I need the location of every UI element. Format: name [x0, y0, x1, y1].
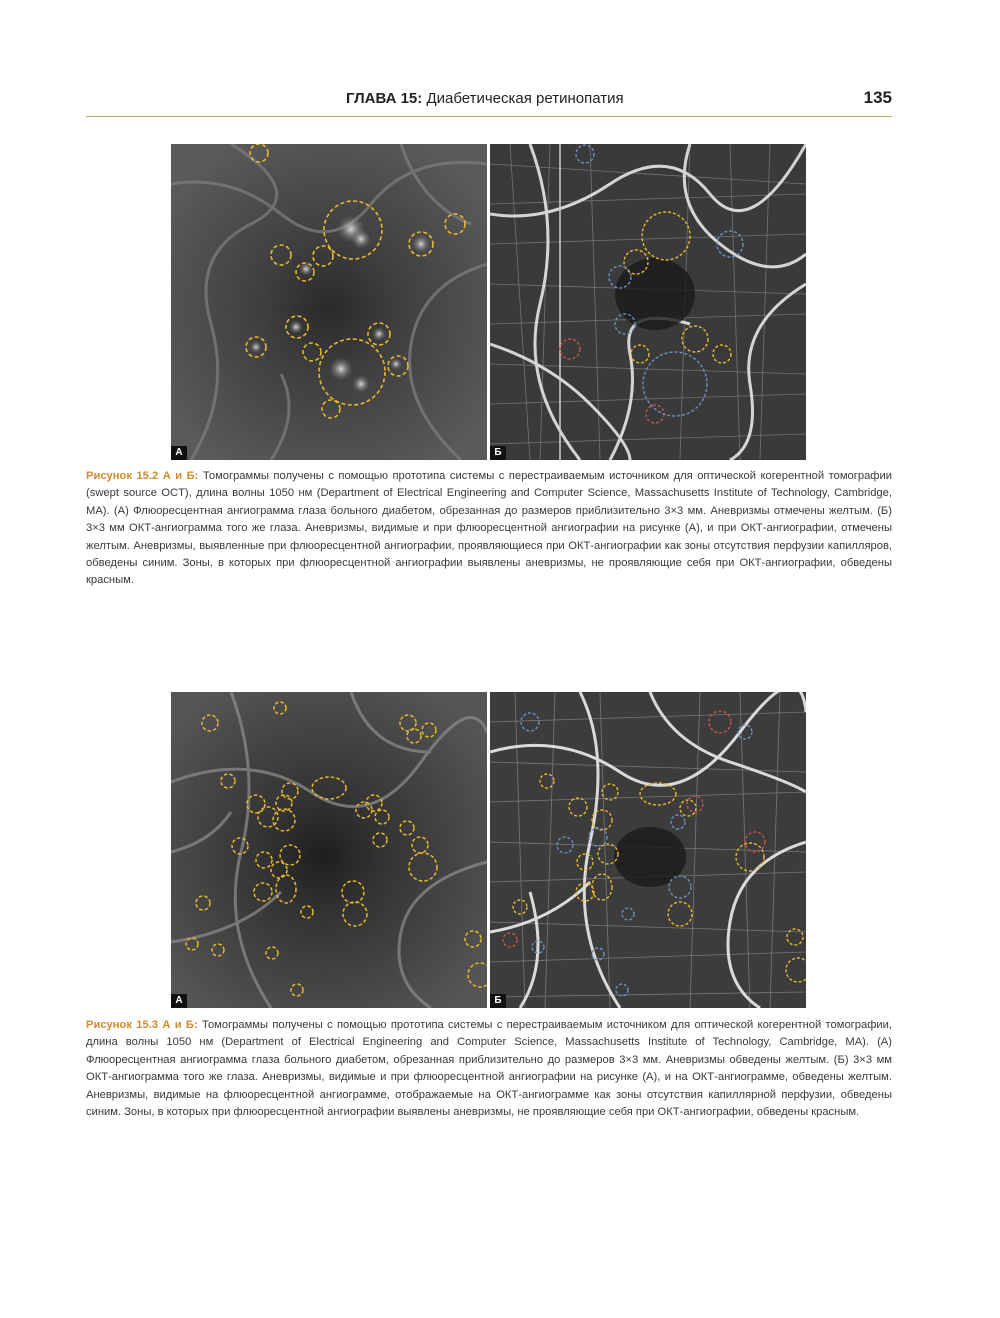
panel-label-a: А: [171, 446, 187, 460]
page-number: 135: [863, 88, 892, 107]
oct-angiogram-image: [490, 692, 806, 1008]
caption-text: Томограммы получены с помощью прототипа системы с перестраиваемым источником для оптической когерентной томографии, длина волны 1050 нм (Department of Electrical Engineering and Computer Science, Massachusetts Institute of Technology, Cambridge, MA). (А) Флюоресцентная ангиограмма глаза больного диабетом, обрезанная приблизительно до размеров 3×3 мм. Аневризмы обведены желтым. (Б) 3×3 мм ОКТ-ангиограмма того же глаза. Аневризмы, видимые и при флюоресцентной ангиографии на рисунке (А), и на ОКТ-ангиограмме, обведены желтым. Аневризмы, видимые на флюоресцентной ангиограмме, отображаемые на ОКТ-ангиограмме как зоны отсутствия капиллярной перфузии, обведены синим. Зоны, в которых при флюоресцентной ангиографии выявлены аневризмы, не проявляющие себя при ОКТ-ангиографии, обведены красным.: [86, 1019, 893, 1119]
fluorescein-angiogram-image: [171, 692, 487, 1008]
caption-text: Томограммы получены с помощью прототипа системы с перестраиваемым источником для оптической когерентной томографии (swept source OCT), длина волны 1050 нм (Department of Electrical Engineering and Computer Science, Massachusetts Institute of Technology, Cambridge, MA). (А) Флюоресцентная ангиограмма глаза больного диабетом, обрезанная до размеров приблизительно 3×3 мм. Аневризмы отмечены желтым. (Б) 3×3 мм ОКТ-ангиограмма того же глаза. Аневризмы, видимые и при флюоресцентной ангиографии на рисунке (А), и при ОКТ-ангиографии, отмечены желтым. Аневризмы, выявленные при флюоресцентной ангиографии, проявляющиеся при ОКТ-ангиографии как зоны отсутствия перфузии капилляров, обведены синим. Зоны, в которых при флюоресцентной ангиографии выявлены аневризмы, не проявляющие себя при ОКТ-ангиографии, обведены красным.: [86, 470, 892, 587]
panel-label-a: А: [171, 994, 187, 1008]
figure-15-3-panel-a: [171, 692, 487, 1008]
figure-15-2-panel-b: [490, 144, 806, 460]
figure-15-2-caption: [86, 468, 892, 590]
panel-label-b: Б: [490, 446, 506, 460]
chapter-title: [346, 90, 624, 107]
running-header: [86, 86, 892, 117]
chapter-name: Диабетическая ретинопатия: [426, 90, 624, 107]
caption-lead: Рисунок 15.3 А и Б:: [86, 1019, 198, 1031]
oct-angiogram-image: [490, 144, 806, 460]
fluorescein-angiogram-image: [171, 144, 487, 460]
chapter-number: ГЛАВА 15:: [346, 90, 423, 107]
panel-label-b: Б: [490, 994, 506, 1008]
figure-15-3-caption: [86, 1017, 892, 1121]
figure-15-3-panel-b: [490, 692, 806, 1008]
figure-15-2-panel-a: [171, 144, 487, 460]
caption-lead: Рисунок 15.2 А и Б:: [86, 470, 199, 482]
